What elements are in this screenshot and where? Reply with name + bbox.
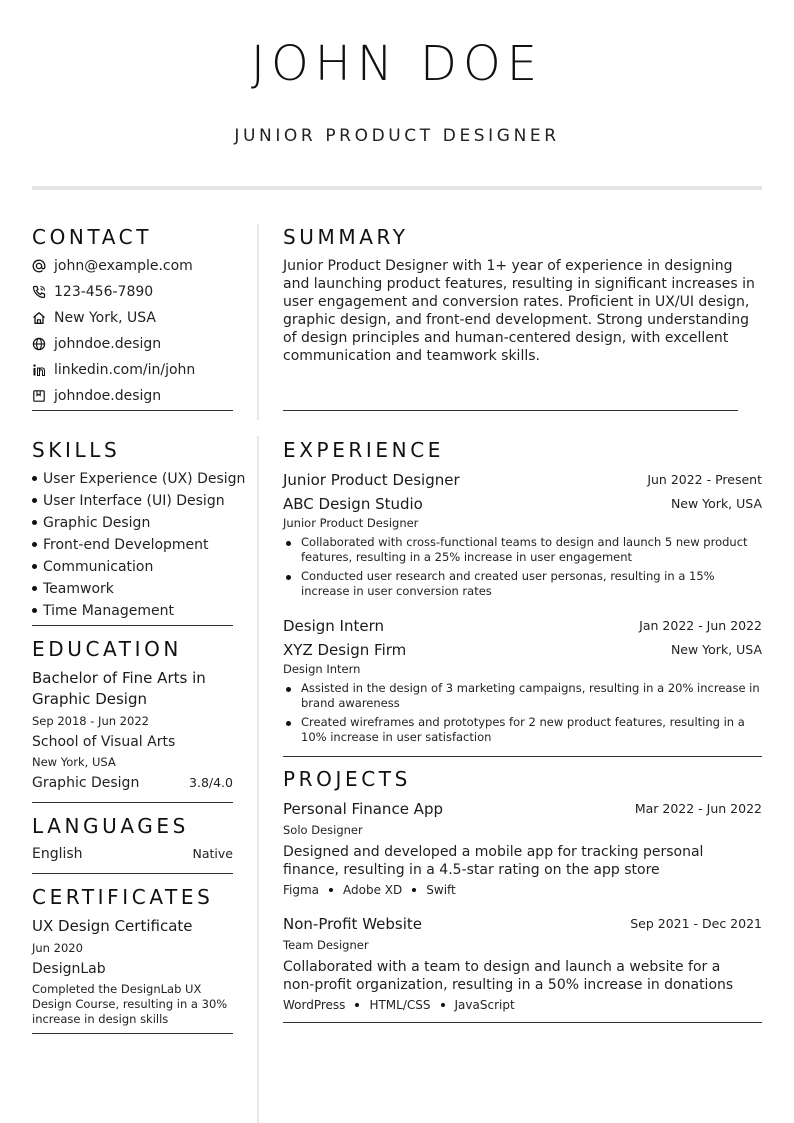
- languages-heading: LANGUAGES: [32, 814, 189, 838]
- experience-location: New York, USA: [670, 642, 762, 657]
- skills-heading: SKILLS: [32, 438, 121, 462]
- project-description: Designed and developed a mobile app for tracking personal finance, resulting in a 4.5-star rating on the app store: [283, 844, 704, 878]
- contact-email-text: john@example.com: [54, 258, 193, 274]
- skills-divider: [32, 625, 233, 626]
- certificate-issuer: DesignLab: [32, 961, 106, 977]
- experience-heading: EXPERIENCE: [283, 438, 445, 462]
- education-school: School of Visual Arts: [32, 734, 176, 750]
- skill-item: Graphic Design: [32, 513, 150, 533]
- resume-name: JOHN DOE: [250, 36, 544, 92]
- at-sign-icon: [32, 259, 46, 273]
- project-dates: Sep 2021 - Dec 2021: [630, 916, 762, 931]
- project-name: Non-Profit Website: [283, 915, 423, 933]
- contact-email[interactable]: [32, 256, 193, 276]
- experience-bullet: Assisted in the design of 3 marketing campaigns, resulting in a 20% increase in brand awareness: [285, 681, 762, 711]
- project-tags: [283, 997, 515, 1013]
- experience-company: XYZ Design Firm: [283, 641, 407, 659]
- home-icon: [32, 311, 46, 325]
- phone-icon: [32, 285, 46, 299]
- experience-role: Design Intern: [283, 662, 361, 676]
- education-dates: Sep 2018 - Jun 2022: [32, 714, 149, 728]
- experience-dates: Jan 2022 - Jun 2022: [639, 618, 762, 633]
- language-level: Native: [192, 846, 233, 861]
- contact-linkedin-text: linkedin.com/in/john: [54, 362, 196, 378]
- project-tag: WordPress: [283, 998, 346, 1012]
- education-field: Graphic Design: [32, 775, 140, 791]
- experience-company: ABC Design Studio: [283, 495, 423, 513]
- column-divider-bottom: [257, 436, 259, 1123]
- column-divider-top: [257, 224, 259, 420]
- experience-bullet: Created wireframes and prototypes for 2 new product features, resulting in a 10% increase in user satisfaction: [285, 715, 762, 745]
- certificate-description: Completed the DesignLab UX Design Course, resulting in a 30% increase in design skills: [32, 982, 228, 1026]
- skill-item: Communication: [32, 557, 153, 577]
- experience-title: Junior Product Designer: [283, 471, 460, 489]
- contact-linkedin[interactable]: [32, 360, 195, 380]
- project-tags: [283, 882, 456, 898]
- experience-divider: [283, 756, 762, 757]
- skill-item: User Interface (UI) Design: [32, 491, 225, 511]
- project-name: Personal Finance App: [283, 800, 443, 818]
- project-role: Team Designer: [283, 938, 369, 952]
- contact-location-text: New York, USA: [54, 310, 156, 326]
- project-description: Collaborated with a team to design and launch a website for a non-profit organization, resulting in a 50% increase in donations: [283, 959, 734, 993]
- language-name: English: [32, 846, 83, 862]
- project-role: Solo Designer: [283, 823, 363, 837]
- project-tag: JavaScript: [454, 998, 515, 1012]
- contact-website[interactable]: [32, 334, 161, 354]
- project-dates: Mar 2022 - Jun 2022: [634, 801, 762, 816]
- certificate-date: Jun 2020: [32, 941, 83, 955]
- contact-portfolio[interactable]: [32, 386, 161, 406]
- resume-title: JUNIOR PRODUCT DESIGNER: [234, 126, 560, 146]
- certificates-heading: CERTIFICATES: [32, 885, 214, 909]
- contact-location: [32, 308, 156, 328]
- experience-title: Design Intern: [283, 617, 385, 635]
- experience-location: New York, USA: [670, 496, 762, 511]
- education-degree: Bachelor of Fine Arts in Graphic Design: [32, 669, 206, 708]
- project-tag: Figma: [283, 883, 320, 897]
- contact-portfolio-text: johndoe.design: [54, 388, 162, 404]
- header-divider: [32, 186, 762, 190]
- education-gpa: 3.8/4.0: [189, 775, 233, 790]
- experience-bullet: Collaborated with cross-functional teams to design and launch 5 new product features, resulting in a 25% increase in user engagement: [285, 535, 762, 565]
- summary-divider: [283, 410, 738, 411]
- skill-item: Time Management: [32, 601, 174, 621]
- experience-dates: Jun 2022 - Present: [647, 472, 762, 487]
- contact-heading: CONTACT: [32, 225, 153, 249]
- contact-divider: [32, 410, 233, 411]
- skill-item: Teamwork: [32, 579, 114, 599]
- experience-role: Junior Product Designer: [283, 516, 419, 530]
- project-tag: Swift: [426, 883, 456, 897]
- skill-item: User Experience (UX) Design: [32, 469, 245, 489]
- project-tag: Adobe XD: [343, 883, 403, 897]
- education-location: New York, USA: [32, 755, 116, 769]
- contact-website-text: johndoe.design: [54, 336, 162, 352]
- certificates-divider: [32, 1033, 233, 1034]
- summary-text: Junior Product Designer with 1+ year of experience in designing and launching product features, resulting in significant increases in user engagement and conversion rates. Proficient in UX/UI design, graphic design, and front-end development. Strong understanding of design principles and human-centered design, with excellent communication and teamwork skills.: [283, 258, 755, 364]
- linkedin-icon: [32, 363, 46, 377]
- experience-bullet: Conducted user research and created user personas, resulting in a 15% increase in user conversion rates: [285, 569, 762, 599]
- projects-divider: [283, 1022, 762, 1023]
- portfolio-icon: [32, 389, 46, 403]
- education-heading: EDUCATION: [32, 637, 182, 661]
- contact-phone[interactable]: [32, 282, 153, 302]
- certificate-name: UX Design Certificate: [32, 917, 193, 935]
- summary-heading: SUMMARY: [283, 225, 409, 249]
- project-tag: HTML/CSS: [369, 998, 431, 1012]
- projects-heading: PROJECTS: [283, 767, 411, 791]
- globe-icon: [32, 337, 46, 351]
- languages-divider: [32, 873, 233, 874]
- education-divider: [32, 802, 233, 803]
- skill-item: Front-end Development: [32, 535, 209, 555]
- contact-phone-text: 123-456-7890: [54, 284, 154, 300]
